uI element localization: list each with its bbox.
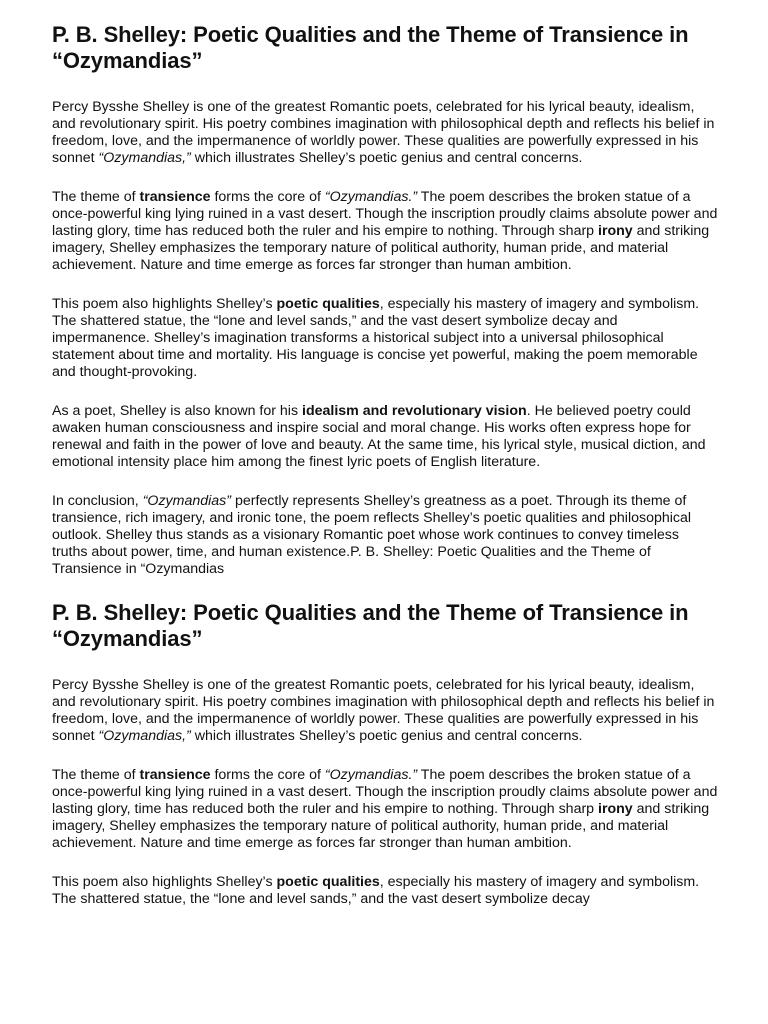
paragraph-conclusion	[52, 493, 718, 578]
text-run: The theme of	[52, 189, 140, 205]
text-run: , especially his mastery of imagery and symbolism. The shattered statue, the “lone and level sands,” and the vast desert symbolize decay and impermanence. Shelley’s imagination transforms a historical subject into a universal philosophical statement about time and mortality. His language is concise yet powerful, making the poem memorable and thought-provoking.	[52, 296, 700, 380]
italic-poem-title: “Ozymandias.”	[324, 767, 418, 783]
text-run: The poem describes the broken statue of a once-powerful king lying ruined in a vast desert. Though the inscription proudly claims absolute power and lasting glory, time has reduced both the ruler and his empire to nothing. Through sharp	[52, 189, 718, 239]
bold-term-idealism: idealism and revolutionary vision	[302, 403, 527, 419]
essay-section-1	[52, 22, 718, 578]
essay-title: P. B. Shelley: Poetic Qualities and the Theme of Transience in “Ozymandias”	[52, 600, 689, 651]
paragraph-idealism	[52, 403, 718, 471]
text-run: Percy Bysshe Shelley is one of the greatest Romantic poets, celebrated for his lyrical beauty, idealism, and revolutionary spirit. His poetry combines imagination with philosophical depth and reflects his belief in freedom, love, and the impermanence of worldly power. These qualities are powerfully expressed in his sonnet	[52, 99, 715, 166]
text-run: forms the core of	[210, 767, 325, 783]
bold-term-irony: irony	[598, 801, 633, 817]
paragraph-intro	[52, 677, 718, 745]
paragraph-transience	[52, 767, 718, 852]
text-run: This poem also highlights Shelley’s	[52, 874, 277, 890]
italic-poem-title: “Ozymandias.”	[324, 189, 418, 205]
text-run: which illustrates Shelley’s poetic genius and central concerns.	[190, 150, 583, 166]
document-page	[52, 22, 718, 930]
text-run: and striking imagery, Shelley emphasizes the temporary nature of political authority, human pride, and material achievement. Nature and time emerge as forces far stronger than human ambition.	[52, 801, 710, 851]
text-run: Percy Bysshe Shelley is one of the greatest Romantic poets, celebrated for his lyrical beauty, idealism, and revolutionary spirit. His poetry combines imagination with philosophical depth and reflects his belief in freedom, love, and the impermanence of worldly power. These qualities are powerfully expressed in his sonnet	[52, 677, 715, 744]
paragraph-poetic-qualities	[52, 874, 718, 908]
text-run: which illustrates Shelley’s poetic genius and central concerns.	[190, 728, 583, 744]
italic-poem-title: “Ozymandias”	[142, 493, 232, 509]
bold-term-transience: transience	[139, 189, 211, 205]
bold-term-poetic-qualities: poetic qualities	[276, 296, 380, 312]
paragraph-poetic-qualities	[52, 296, 718, 381]
text-run: . He believed poetry could awaken human consciousness and inspire social and moral change. His works often express hope for renewal and faith in the power of love and beauty. At the same time, his lyrical style, musical diction, and emotional intensity place him among the finest lyric poets of English literature.	[52, 403, 706, 470]
bold-term-irony: irony	[598, 223, 633, 239]
text-run: The poem describes the broken statue of a once-powerful king lying ruined in a vast desert. Though the inscription proudly claims absolute power and lasting glory, time has reduced both the ruler and his empire to nothing. Through sharp	[52, 767, 718, 817]
text-run: The theme of	[52, 767, 140, 783]
text-run: In conclusion,	[52, 493, 143, 509]
text-run: This poem also highlights Shelley’s	[52, 296, 277, 312]
text-run: , especially his mastery of imagery and symbolism. The shattered statue, the “lone and level sands,” and the vast desert symbolize decay	[52, 874, 700, 907]
paragraph-transience	[52, 189, 718, 274]
essay-title: P. B. Shelley: Poetic Qualities and the Theme of Transience in “Ozymandias”	[52, 22, 689, 73]
text-run: and striking imagery, Shelley emphasizes the temporary nature of political authority, human pride, and material achievement. Nature and time emerge as forces far stronger than human ambition.	[52, 223, 710, 273]
bold-term-poetic-qualities: poetic qualities	[276, 874, 380, 890]
text-run: perfectly represents Shelley’s greatness as a poet. Through its theme of transience, rich imagery, and ironic tone, the poem reflects Shelley’s poetic qualities and philosophical outlook. Shelley thus stands as a visionary Romantic poet whose work continues to convey timeless truths about power, time, and human existence.P. B. Shelley: Poetic Qualities and the Theme of Transience in “Ozymandias	[52, 493, 692, 577]
italic-poem-title: “Ozymandias,”	[98, 150, 191, 166]
essay-section-2	[52, 600, 718, 908]
text-run: forms the core of	[210, 189, 325, 205]
text-run: As a poet, Shelley is also known for his	[52, 403, 302, 419]
paragraph-intro	[52, 99, 718, 167]
bold-term-transience: transience	[139, 767, 211, 783]
italic-poem-title: “Ozymandias,”	[98, 728, 191, 744]
